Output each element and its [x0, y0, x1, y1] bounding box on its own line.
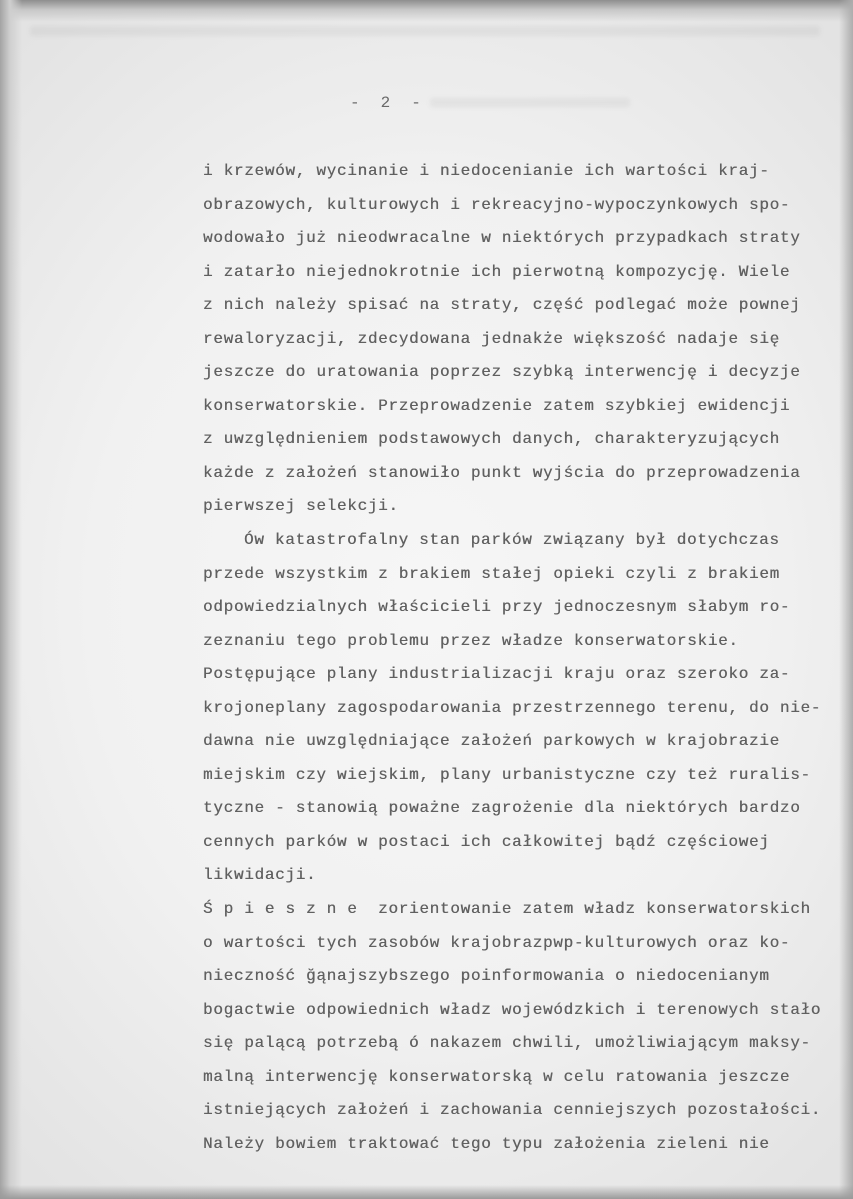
text-line: Postępujące plany industrializacji kraju oraz szeroko za- [203, 665, 791, 684]
text-line: odpowiedzialnych właścicieli przy jednoczesnym słabym ro- [203, 598, 791, 617]
bleed-through-mark [30, 26, 820, 36]
text-line: krojoneplany zagospodarowania przestrzennego terenu, do nie- [203, 698, 822, 717]
paragraph [203, 893, 821, 1161]
text-line: zeznaniu tego problemu przez władze konserwatorskie. [203, 631, 739, 650]
scan-edge-left [0, 0, 22, 1199]
text-line: wodowało już nieodwracalne w niektórych przypadkach straty [203, 229, 801, 248]
scan-edge-top [0, 0, 853, 22]
text-line: pierwszej selekcji. [203, 497, 399, 516]
text-line: rewaloryzacji, zdecydowana jednakże większość nadaje się [203, 329, 780, 348]
text-line: przede wszystkim z brakiem stałej opieki czyli z brakiem [203, 564, 780, 583]
text-line: Należy bowiem traktować tego typu założenia zieleni nie [203, 1134, 770, 1153]
text-line: każde z założeń stanowiło punkt wyjścia do przeprowadzenia [203, 463, 801, 482]
text-line: dawna nie uwzględniające założeń parkowych w krajobrazie [203, 732, 780, 751]
document-body [203, 155, 821, 1161]
text-line: i zatarło niejednokrotnie ich pierwotną kompozycję. Wiele [203, 262, 791, 281]
bleed-through-mark [430, 98, 630, 107]
text-line: cennych parków w postaci ich całkowitej bądź częściowej [203, 832, 770, 851]
text-line: istniejących założeń i zachowania cenniejszych pozostałości. [203, 1101, 822, 1120]
paragraph [203, 524, 821, 893]
text-line: obrazowych, kulturowych i rekreacyjno-wypoczynkowych spo- [203, 195, 791, 214]
text-line: z nich należy spisać na straty, część podlegać może pownej [203, 296, 801, 315]
text-line: się palącą potrzebą ó nakazem chwili, umożliwiającym maksy- [203, 1034, 811, 1053]
text-line: jeszcze do uratowania poprzez szybką interwencję i decyzje [203, 363, 801, 382]
scan-edge-bottom [0, 1185, 853, 1199]
scan-edge-right [839, 0, 853, 1199]
text-line: Ś p i e s z n e zorientowanie zatem władz konserwatorskich [203, 900, 811, 919]
page-number: - 2 - [350, 94, 422, 112]
text-line: o wartości tych zasobów krajobrazpwp-kulturowych oraz ko- [203, 933, 791, 952]
text-line: miejskim czy wiejskim, plany urbanistyczne czy też ruralis- [203, 765, 811, 784]
paragraph [203, 155, 821, 524]
text-line: konserwatorskie. Przeprowadzenie zatem szybkiej ewidencji [203, 396, 791, 415]
text-line: malną interwencję konserwatorską w celu ratowania jeszcze [203, 1067, 791, 1086]
text-line: z uwzględnieniem podstawowych danych, charakteryzujących [203, 430, 780, 449]
text-line: Ów katastrofalny stan parków związany był dotychczas [244, 531, 780, 550]
text-line: bogactwie odpowiednich władz wojewódzkich i terenowych stało [203, 1000, 822, 1019]
text-line: tyczne - stanowią poważne zagrożenie dla niektórych bardzo [203, 799, 801, 818]
text-line: nieczność ğąnajszybszego poinformowania o niedocenianym [203, 967, 770, 986]
text-line: likwidacji. [203, 866, 317, 885]
text-line: i krzewów, wycinanie i niedocenianie ich wartości kraj- [203, 162, 770, 180]
